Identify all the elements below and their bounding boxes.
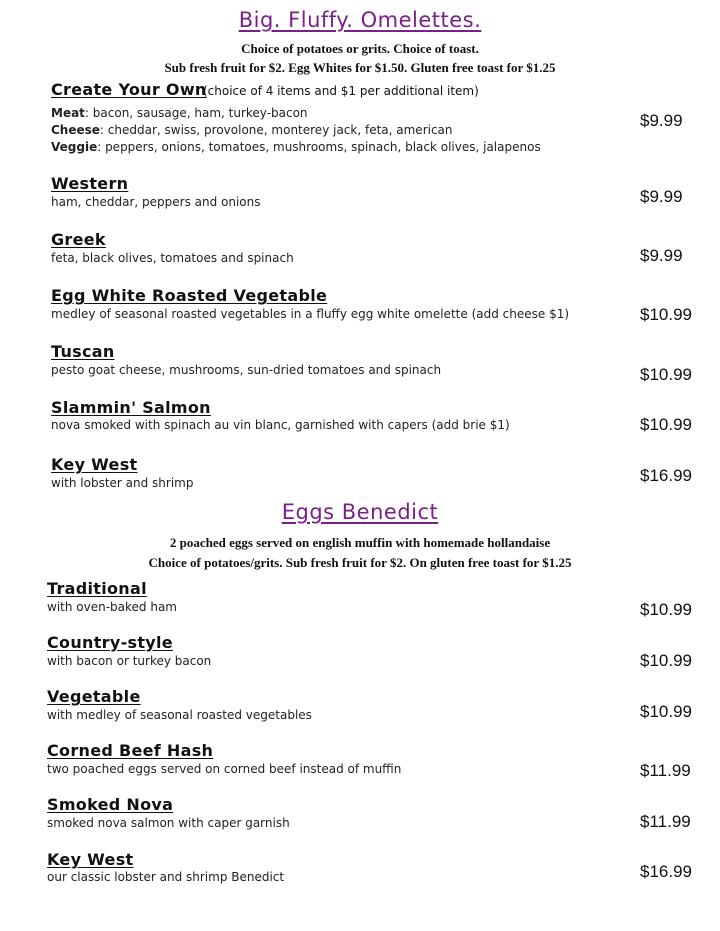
item-name: Western [51,174,129,193]
omelettes-title: Big. Fluffy. Omelettes. [238,8,482,32]
option-label: Meat [51,106,85,120]
option-label: Veggie [51,140,98,154]
option-separator: : [99,123,108,137]
item-price: $9.99 [640,111,683,130]
benedict-subtitle-1: 2 poached eggs served on english muffin with homemade hollandaise [169,535,551,550]
option-label: Cheese [51,123,100,137]
option-separator: : [84,106,93,120]
benedict-title: Eggs Benedict [281,500,439,524]
item-description: with medley of seasonal roasted vegetables [47,708,312,722]
item-name: Vegetable [47,687,141,706]
item-price: $9.99 [640,246,683,265]
option-line-meat [51,106,308,120]
item-price: $10.99 [640,600,692,619]
item-name: Country-style [47,633,173,652]
option-values: cheddar, swiss, provolone, monterey jack, feta, american [107,123,453,137]
benedict-subtitle-2: Choice of potatoes/grits. Sub fresh fruit for $2. On gluten free toast for $1.25 [148,555,572,570]
omelettes-subtitle-2: Sub fresh fruit for $2. Egg Whites for $1.50. Gluten free toast for $1.25 [164,60,556,75]
item-description: feta, black olives, tomatoes and spinach [51,251,294,265]
option-values: bacon, sausage, ham, turkey-bacon [92,106,308,120]
item-name: Slammin' Salmon [51,398,211,417]
item-description: smoked nova salmon with caper garnish [47,816,290,830]
item-name: Corned Beef Hash [47,741,214,760]
option-line-veggie [51,140,541,154]
item-price: $16.99 [640,862,692,881]
item-name: Greek [51,230,106,249]
item-note: (choice of 4 items and $1 per additional item) [203,84,479,98]
item-description: medley of seasonal roasted vegetables in a fluffy egg white omelette (add cheese $1) [51,307,570,321]
item-price: $10.99 [640,702,692,721]
item-description: with lobster and shrimp [51,476,194,490]
item-description: ham, cheddar, peppers and onions [51,195,261,209]
item-price: $11.99 [640,761,691,780]
item-description: our classic lobster and shrimp Benedict [47,870,285,884]
option-values: peppers, onions, tomatoes, mushrooms, spinach, black olives, jalapenos [105,140,541,154]
item-name: Key West [47,850,134,869]
item-price: $16.99 [640,466,692,485]
item-name: Traditional [47,579,147,598]
item-price: $10.99 [640,651,692,670]
item-price: $10.99 [640,305,692,324]
item-price: $10.99 [640,365,692,384]
item-name: Egg White Roasted Vegetable [51,286,328,305]
item-price: $9.99 [640,187,683,206]
item-description: nova smoked with spinach au vin blanc, garnished with capers (add brie $1) [51,418,510,432]
option-line-cheese [51,123,453,137]
item-description: pesto goat cheese, mushrooms, sun-dried tomatoes and spinach [51,363,442,377]
item-description: with oven-baked ham [47,600,177,614]
item-name: Key West [51,455,138,474]
item-description: with bacon or turkey bacon [47,654,212,668]
item-name: Create Your Own [51,80,207,99]
omelettes-subtitle-1: Choice of potatoes or grits. Choice of toast. [241,41,479,56]
item-name: Tuscan [51,342,115,361]
item-price: $11.99 [640,812,691,831]
item-name: Smoked Nova [47,795,174,814]
item-price: $10.99 [640,415,692,434]
item-description: two poached eggs served on corned beef instead of muffin [47,762,402,776]
option-separator: : [97,140,106,154]
